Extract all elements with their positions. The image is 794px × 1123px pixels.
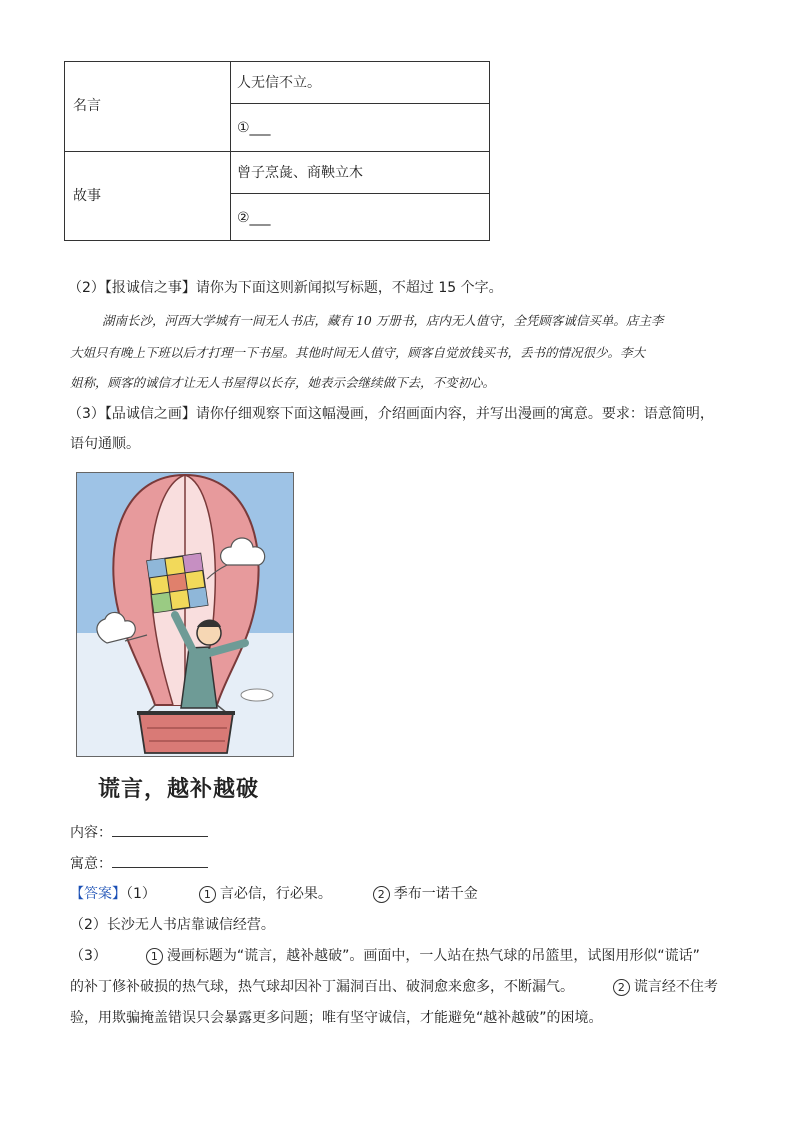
news-line-2: 大姐只有晚上下班以后才打理一下书屋。其他时间无人值守，顾客自觉放钱买书，丢书的情况很少。李大	[70, 345, 646, 360]
answer-part1-item2: 季布一诺千金	[393, 886, 478, 902]
meaning-label: 寓意：	[70, 856, 112, 872]
meaning-line	[70, 853, 208, 874]
quote-story-table	[64, 61, 490, 241]
answer-part1-prefix: （1）	[126, 886, 156, 902]
circle-number-2: 2	[373, 886, 390, 903]
answer-part3-text1: 漫画标题为“谎言，越补越破”。画面中，一人站在热气球的吊篮里，试图用形似“谎话”	[166, 948, 700, 964]
circle-number-1b: 1	[146, 948, 163, 965]
answer-part3-prefix: （3）	[70, 948, 107, 964]
content-blank[interactable]	[112, 822, 208, 837]
answer-part3-item2: 谎言经不住考	[633, 979, 718, 995]
answer-part1-item1: 言必信，行必果。	[219, 886, 332, 902]
answer-part3-line1	[70, 946, 700, 966]
news-line-3: 姐称，顾客的诚信才让无人书屋得以长存，她表示会继续做下去，不变初心。	[70, 375, 496, 390]
content-line	[70, 822, 208, 843]
answer-part3-text2: 的补丁修补破损的热气球，热气球却因补丁漏洞百出、破洞愈来愈多，不断漏气。	[70, 979, 574, 995]
answer-part1	[70, 884, 478, 904]
answer-part3-line3: 验，用欺骗掩盖错误只会暴露更多问题；唯有坚守诚信，才能避免“越补越破”的困境。	[70, 1010, 603, 1026]
table-cell-quote-2: ①___	[237, 120, 271, 136]
table-label-quote: 名言	[73, 98, 101, 114]
meaning-blank[interactable]	[112, 853, 208, 868]
table-cell-story-1: 曾子烹彘、商鞅立木	[237, 165, 363, 181]
q2-heading: （2）【报诚信之事】请你为下面这则新闻拟写标题，不超过 15 个字。	[68, 280, 503, 296]
news-line-1: 湖南长沙，河西大学城有一间无人书店，藏有 10 万册书，店内无人值守，全凭顾客诚信买单。店主李	[102, 313, 664, 328]
table-cell-quote-1: 人无信不立。	[237, 75, 321, 91]
answer-tag: 【答案】	[70, 886, 126, 902]
circle-number-1: 1	[199, 886, 216, 903]
answer-part2: （2）长沙无人书店靠诚信经营。	[70, 917, 275, 933]
circle-number-2b: 2	[613, 979, 630, 996]
cartoon-illustration	[76, 472, 294, 757]
table-cell-story-2: ②___	[237, 210, 271, 226]
answer-part3-line2	[70, 977, 718, 997]
content-label: 内容：	[70, 825, 112, 841]
q3-heading-line2: 语句通顺。	[70, 436, 140, 452]
hot-air-balloon-cartoon	[77, 473, 293, 756]
q3-heading-line1: （3）【品诚信之画】请你仔细观察下面这幅漫画，介绍画面内容，并写出漫画的寓意。要求：语意简明，	[68, 406, 714, 422]
cartoon-caption: 谎言，越补越破	[98, 777, 260, 802]
table-label-story: 故事	[73, 188, 101, 204]
